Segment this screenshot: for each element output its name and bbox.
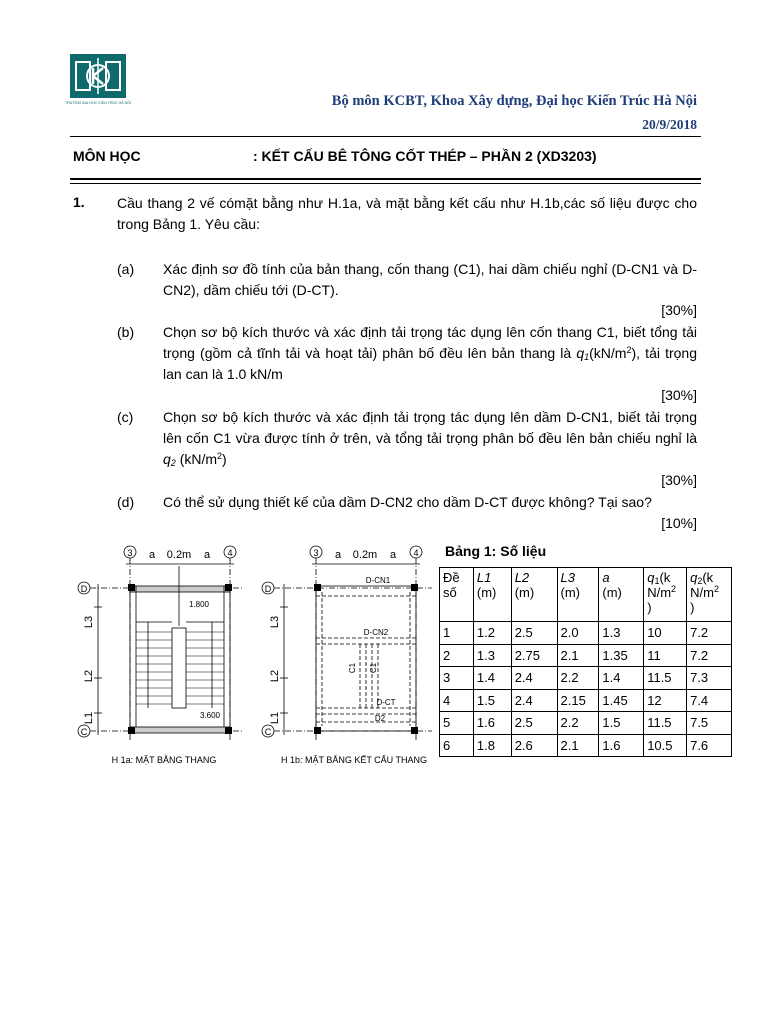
fig1a-elev-top: 1.800 — [188, 600, 210, 609]
table-cell: 1.35 — [599, 644, 644, 667]
col-header-l3: L3 (m) — [557, 568, 599, 622]
fig1b-dim-l2: L2 — [269, 669, 281, 683]
table-cell: 10 — [644, 622, 687, 645]
data-table — [439, 567, 732, 757]
course-label: MÔN HỌC — [73, 148, 141, 164]
question-intro: Cầu thang 2 vế cómặt bằng như H.1a, và mặt bằng kết cấu như H.1b,các số liệu được cho trong Bảng 1. Yêu cầu: — [117, 195, 697, 232]
table-cell: 2 — [440, 644, 474, 667]
fig1b-dim-l3: L3 — [269, 615, 281, 629]
fig1b-label-dcn1: D-CN1 — [365, 576, 391, 585]
table-cell: 7.2 — [687, 622, 732, 645]
table-cell: 2.5 — [511, 712, 557, 735]
table-cell: 2.0 — [557, 622, 599, 645]
table-cell: 2.4 — [511, 689, 557, 712]
table-cell: 2.2 — [557, 667, 599, 690]
fig1a-grid-3: 3 — [127, 548, 133, 558]
item-a-text: Xác định sơ đồ tính của bản thang, cốn thang (C1), hai dầm chiếu nghỉ (D-CN1 và D-CN2), dầm chiếu tới (D-CT). — [163, 261, 697, 298]
table-header-row — [440, 568, 732, 622]
item-a-weight: [30%] — [661, 302, 697, 318]
fig1b-label-c1-right: C1 — [369, 662, 378, 674]
fig1a-dim-l1: L1 — [83, 711, 95, 725]
double-rule-thick — [70, 178, 701, 180]
table-cell: 2.1 — [557, 644, 599, 667]
table-cell: 2.5 — [511, 622, 557, 645]
item-c-text: Chọn sơ bộ kích thước và xác định tải trọng tác dụng lên dầm D-CN1, biết tải trọng lên cốn C1 vừa được tính ở trên, và tổng tải trọng phân bố đều lên bản chiếu nghỉ là $q_2$ $(kN/m^2)$ — [163, 409, 697, 468]
table-cell: 7.4 — [687, 689, 732, 712]
fig1a-dim-a-right: a — [203, 549, 211, 561]
table-cell: 1.4 — [473, 667, 511, 690]
fig1b-grid-4: 4 — [413, 548, 419, 558]
item-b-weight: [30%] — [661, 387, 697, 403]
table-row — [440, 622, 732, 645]
table-cell: 11 — [644, 644, 687, 667]
header-date: 20/9/2018 — [642, 117, 697, 132]
table-cell: 10.5 — [644, 734, 687, 757]
table-row — [440, 644, 732, 667]
item-b-letter: (b) — [117, 324, 135, 340]
table-row — [440, 689, 732, 712]
table-row — [440, 667, 732, 690]
fig1b-grid-d: D — [264, 584, 272, 594]
figure-1b-structural-plan — [256, 540, 438, 772]
table-cell: 2.15 — [557, 689, 599, 712]
table-cell: 1.3 — [473, 644, 511, 667]
fig1a-grid-4: 4 — [227, 548, 233, 558]
item-c-letter: (c) — [117, 409, 134, 425]
fig1b-caption: H 1b: MẶT BẰNG KẾT CẤU THANG — [280, 755, 428, 765]
table-cell: 2.4 — [511, 667, 557, 690]
fig1b-label-dcn2: D-CN2 — [363, 628, 389, 637]
course-name: : KẾT CẤU BÊ TÔNG CỐT THÉP – PHẦN 2 (XD3203) — [253, 148, 597, 164]
table-cell: 1.5 — [473, 689, 511, 712]
fig1b-dim-a-left: a — [334, 549, 342, 561]
table-cell: 11.5 — [644, 667, 687, 690]
fig1a-dim-gap: 0.2m — [166, 549, 192, 561]
fig1a-dim-l3: L3 — [83, 615, 95, 629]
fig1b-dim-l1: L1 — [269, 711, 281, 725]
table-cell: 1.8 — [473, 734, 511, 757]
col-header-l1: L1 (m) — [473, 568, 511, 622]
fig1b-label-d2: D2 — [374, 714, 386, 723]
question-number: 1. — [73, 194, 85, 210]
item-d-weight: [10%] — [661, 515, 697, 531]
col-header-q2: $q_2(k$ $N/m^2$ ) — [687, 568, 732, 622]
table-cell: 2.75 — [511, 644, 557, 667]
table-cell: 3 — [440, 667, 474, 690]
table-cell: 2.2 — [557, 712, 599, 735]
table-cell: 11.5 — [644, 712, 687, 735]
table-cell: 7.5 — [687, 712, 732, 735]
table-cell: 7.6 — [687, 734, 732, 757]
col-header-q1: $q_1(k$ $N/m^2$ ) — [644, 568, 687, 622]
item-d-letter: (d) — [117, 494, 135, 510]
table-cell: 1.2 — [473, 622, 511, 645]
table-cell: 7.3 — [687, 667, 732, 690]
table-title: Bảng 1: Số liệu — [445, 543, 547, 559]
item-c-weight: [30%] — [661, 472, 697, 488]
table-row — [440, 734, 732, 757]
table-cell: 5 — [440, 712, 474, 735]
table-cell: 1.5 — [599, 712, 644, 735]
fig1b-dim-gap: 0.2m — [352, 549, 378, 561]
fig1a-dim-a-left: a — [148, 549, 156, 561]
header-rule — [70, 136, 701, 137]
item-d-text: Có thể sử dụng thiết kế của dầm D-CN2 cho dầm D-CT được không? Tại sao? — [163, 494, 652, 510]
table-cell: 1.6 — [599, 734, 644, 757]
university-logo — [65, 54, 131, 106]
table-cell: 1.4 — [599, 667, 644, 690]
logo-caption: TRƯỜNG ĐẠI HỌC KIẾN TRÚC HÀ NỘI — [65, 101, 131, 105]
department-name: Bộ môn KCBT, Khoa Xây dựng, Đại học Kiến Trúc Hà Nội — [331, 93, 697, 109]
fig1a-grid-d: D — [80, 584, 88, 594]
fig1a-grid-c: C — [80, 727, 88, 737]
fig1b-label-c1-left: C1 — [348, 662, 357, 674]
table-row — [440, 712, 732, 735]
figure-1a-stair-plan — [72, 540, 252, 772]
fig1b-label-dct: D-CT — [376, 698, 396, 707]
table-cell: 6 — [440, 734, 474, 757]
table-cell: 1 — [440, 622, 474, 645]
fig1a-elev-bottom: 3.600 — [199, 711, 221, 720]
fig1a-caption: H 1a: MẶT BẰNG THANG — [111, 755, 217, 765]
col-header-de-so: Đề số — [440, 568, 474, 622]
table-cell: 1.6 — [473, 712, 511, 735]
item-a-letter: (a) — [117, 261, 135, 277]
fig1b-grid-3: 3 — [313, 548, 319, 558]
table-cell: 2.1 — [557, 734, 599, 757]
fig1a-dim-l2: L2 — [83, 669, 95, 683]
fig1b-dim-a-right: a — [389, 549, 397, 561]
table-cell: 12 — [644, 689, 687, 712]
double-rule-thin — [70, 183, 701, 184]
col-header-l2: L2 (m) — [511, 568, 557, 622]
table-cell: 1.3 — [599, 622, 644, 645]
table-cell: 7.2 — [687, 644, 732, 667]
table-cell: 4 — [440, 689, 474, 712]
table-cell: 2.6 — [511, 734, 557, 757]
item-b-text: Chọn sơ bộ kích thước và xác định tải trọng tác dụng lên cốn thang C1, biết tổng tải trọng (gồm cả tĩnh tải và hoạt tải) phân bố đều lên bản thang là $q_1(kN/m^2)$, tải trọng lan can là 1.0 kN/m — [163, 324, 698, 382]
fig1b-grid-c: C — [264, 727, 272, 737]
col-header-a: a (m) — [599, 568, 644, 622]
table-cell: 1.45 — [599, 689, 644, 712]
